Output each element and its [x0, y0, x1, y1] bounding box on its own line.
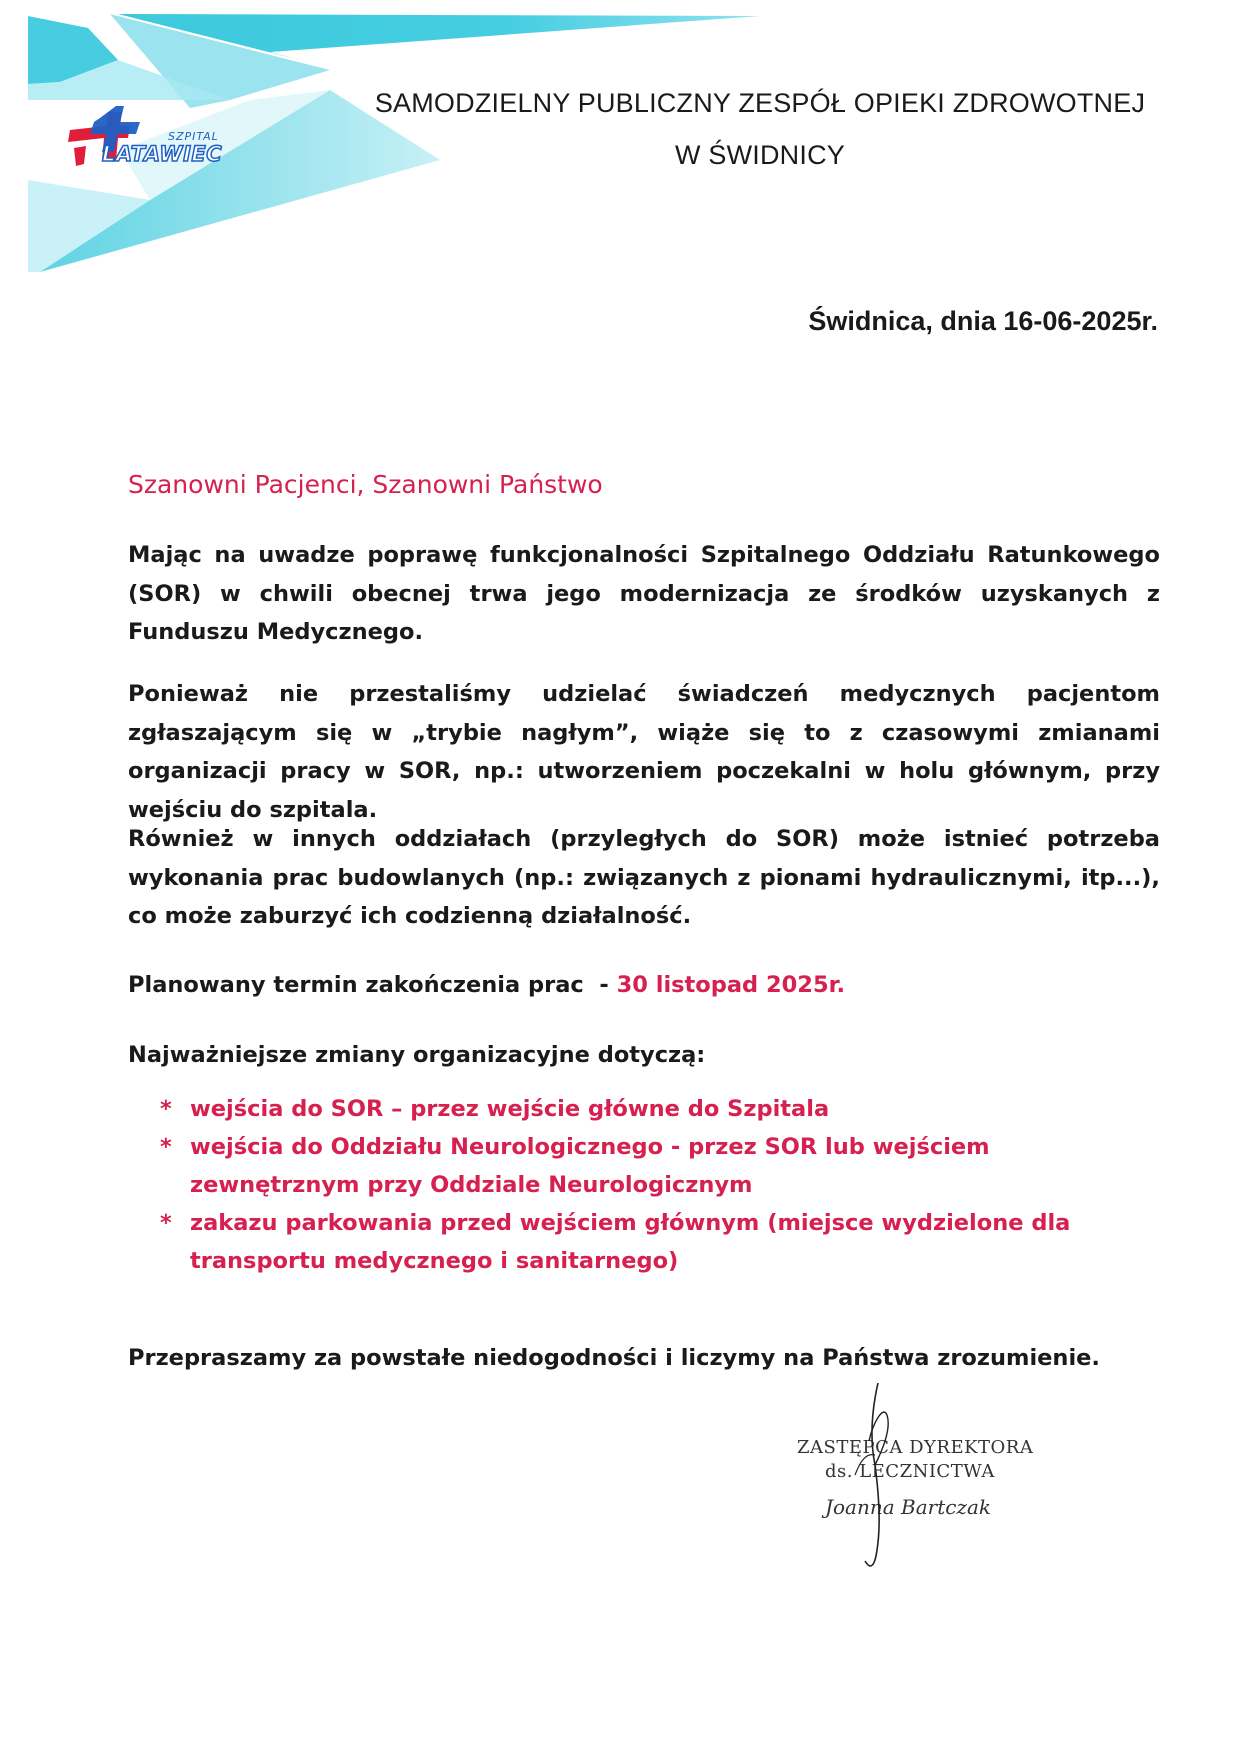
bullet-asterisk: * — [160, 1210, 172, 1236]
stamp-department: ds. LECZNICTWA — [825, 1461, 995, 1482]
list-item — [160, 1128, 1160, 1204]
stamp-name: Joanna Bartczak — [825, 1495, 992, 1519]
changes-list — [160, 1090, 1160, 1280]
latawiec-hospital-logo — [66, 104, 246, 184]
change-item-text: wejścia do SOR – przez wejście główne do Szpitala — [190, 1096, 830, 1122]
list-item — [160, 1204, 1160, 1280]
change-item-text: wejścia do Oddziału Neurologicznego - przez SOR lub wejściem zewnętrznym przy Oddziale Neurologicznym — [190, 1134, 990, 1198]
logo-small-text: SZPITAL — [168, 130, 219, 143]
deadline-line — [128, 966, 1160, 1005]
changes-heading: Najważniejsze zmiany organizacyjne dotyczą: — [128, 1042, 706, 1068]
logo-brand-text: LATAWIEC — [102, 142, 223, 166]
paragraph-emergency-mode: Ponieważ nie przestaliśmy udzielać świadczeń medycznych pacjentom zgłaszającym się w „trybie nagłym”, wiąże się to z czasowymi zmianami organizacji pracy w SOR, np.: utworzeniem poczekalni w holu głównym, przy wejściu do szpitala. — [128, 681, 1160, 823]
handwritten-signature-icon — [795, 1375, 1055, 1575]
deadline-label: Planowany termin zakończenia prac - — [128, 972, 617, 998]
organization-name-line-1: SAMODZIELNY PUBLICZNY ZESPÓŁ OPIEKI ZDROWOTNEJ — [374, 88, 1146, 118]
bullet-asterisk: * — [160, 1096, 172, 1122]
list-item — [160, 1090, 1160, 1128]
change-item-text: zakazu parkowania przed wejściem głównym (miejsce wydzielone dla transportu medycznego i sanitarnego) — [190, 1210, 1071, 1274]
salutation: Szanowni Pacjenci, Szanowni Państwo — [128, 470, 603, 499]
bullet-asterisk: * — [160, 1134, 172, 1160]
closing-sentence: Przepraszamy za powstałe niedogodności i liczymy na Państwa zrozumienie. — [128, 1345, 1100, 1371]
paragraph-other-wards: Również w innych oddziałach (przyległych do SOR) może istnieć potrzeba wykonania prac budowlanych (np.: związanych z pionami hydraulicznymi, itp...), co może zaburzyć ich codzienną działalność. — [128, 826, 1160, 929]
document-date: Świdnica, dnia 16-06-2025r. — [808, 306, 1158, 336]
organization-name-line-2: W ŚWIDNICY — [675, 140, 845, 170]
signature-stamp — [795, 1375, 1055, 1575]
paragraph-modernization: Mając na uwadze poprawę funkcjonalności Szpitalnego Oddziału Ratunkowego (SOR) w chwili obecnej trwa jego modernizacja ze środków uzyskanych z Funduszu Medycznego. — [128, 542, 1160, 645]
deadline-date: 30 listopad 2025r. — [616, 972, 846, 998]
stamp-title: ZASTĘPCA DYREKTORA — [797, 1437, 1034, 1458]
